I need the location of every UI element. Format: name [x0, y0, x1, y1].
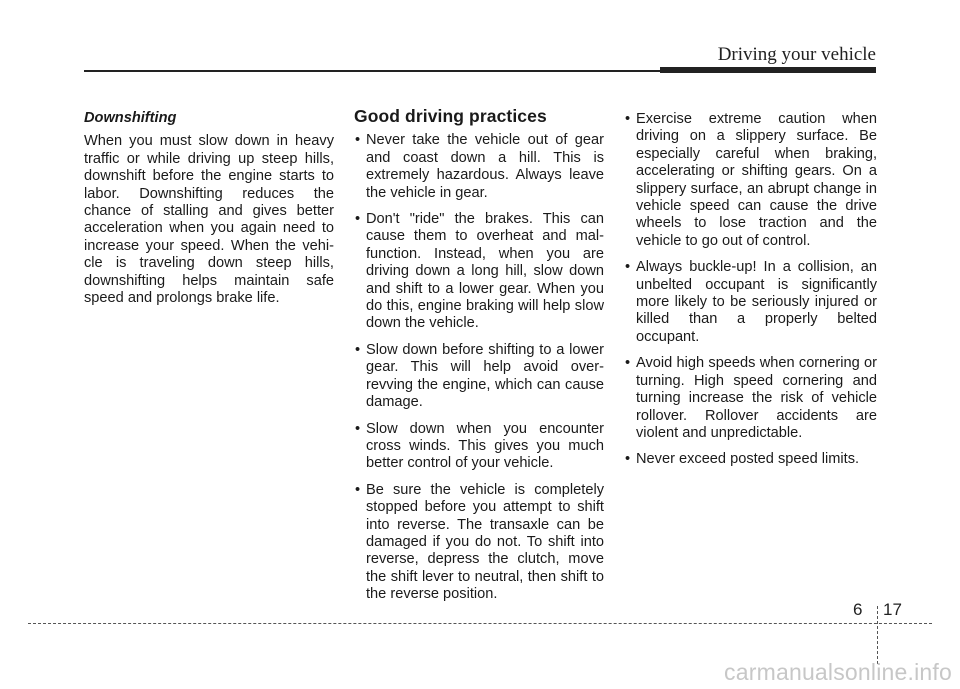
- list-item-text: Slow down before shifting to a lower gear. This will help avoid over-revving the engine, which can cause damage.: [366, 341, 604, 411]
- bullet-icon: •: [355, 132, 361, 149]
- footer-rule: [28, 623, 932, 624]
- list-item: [624, 355, 877, 442]
- list-item-text: Slow down when you encounter cross winds. This gives you much better control of your vehicle.: [366, 420, 604, 472]
- list-item-text: Avoid high speeds when cornering or turning. High speed cornering and turning increase the risk of vehicle rollover. Rollover accidents are violent and unpredictable.: [636, 355, 877, 441]
- bullet-icon: •: [625, 355, 631, 372]
- list-item: [354, 342, 604, 412]
- bullet-icon: •: [355, 341, 361, 358]
- header-title: Driving your vehicle: [717, 44, 876, 65]
- header-rule: [84, 70, 661, 72]
- list-item-text: Always buckle-up! In a collision, an unbelted occupant is significantly more likely to be seriously injured or killed than a properly belted occupant.: [636, 259, 877, 345]
- list-item-text: Never exceed posted speed limits.: [636, 451, 860, 468]
- watermark: carmanualsonline.info: [724, 659, 952, 685]
- page-number-divider: [877, 606, 878, 664]
- list-item: [624, 259, 877, 346]
- good-driving-practices-heading: Good driving practices: [354, 106, 547, 126]
- chapter-number: 6: [853, 600, 863, 619]
- bullet-icon: •: [625, 451, 631, 468]
- bullet-icon: •: [625, 259, 631, 276]
- header-rule-accent: [660, 67, 876, 73]
- good-driving-practices-list: [354, 132, 604, 603]
- list-item-text: Don't "ride" the brakes. This can cause them to overheat and mal-function. Instead, when you are driving down a long hill, slow down and shift to a lower gear. When you do this, engine braking will help slow down the vehicle.: [366, 211, 604, 332]
- bullet-icon: •: [355, 211, 361, 228]
- list-item-text: Exercise extreme caution when driving on a slippery surface. Be especially careful when braking, accelerating or shifting gears. On a slippery surface, an abrupt change in vehicle speed can cause the drive wheels to lose traction and the vehicle to go out of control.: [636, 111, 877, 249]
- bullet-icon: •: [355, 420, 361, 437]
- list-item: [354, 132, 604, 202]
- safety-practices-list: [624, 111, 877, 469]
- column-good-driving-practices: [354, 108, 604, 613]
- page-number: 17: [883, 600, 902, 619]
- column-downshifting: [84, 110, 334, 307]
- list-item: [354, 421, 604, 473]
- downshifting-heading: Downshifting: [84, 110, 177, 126]
- column-safety-practices: [624, 111, 877, 478]
- downshifting-paragraph: When you must slow down in heavy traffic or while driving up steep hills, downshift before the engine starts to labor. Downshifting reduces the chance of stalling and gives better acceleration when you again need to increase your speed. When the vehi-cle is traveling down steep hills, downshifting helps maintain safe speed and prolongs brake life.: [84, 133, 334, 307]
- list-item: [624, 451, 877, 468]
- list-item: [624, 111, 877, 250]
- list-item-text: Be sure the vehicle is completely stopped before you attempt to shift into reverse. The transaxle can be damaged if you do not. To shift into reverse, depress the clutch, move the shift lever to neutral, then shift to the reverse position.: [366, 481, 604, 603]
- list-item: [354, 211, 604, 333]
- list-item-text: Never take the vehicle out of gear and coast down a hill. This is extremely hazardous. Always leave the vehicle in gear.: [366, 132, 604, 201]
- list-item: [354, 482, 604, 604]
- bullet-icon: •: [355, 481, 361, 498]
- bullet-icon: •: [625, 111, 631, 127]
